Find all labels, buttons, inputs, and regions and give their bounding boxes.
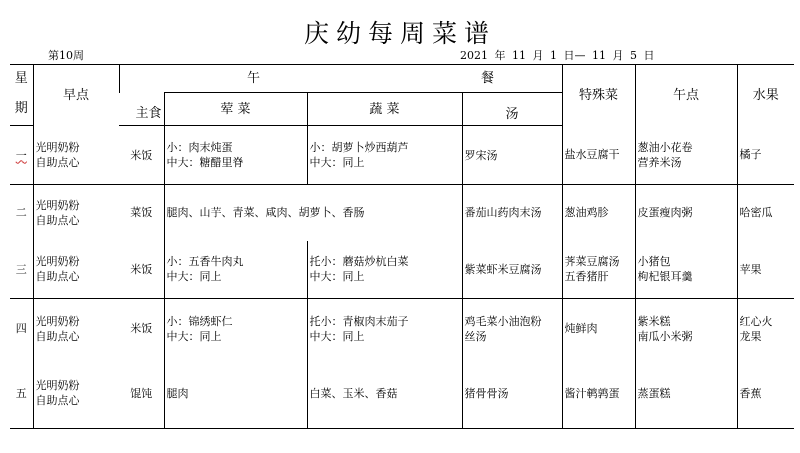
- snack-cell: [635, 299, 737, 359]
- fruit-cell: [737, 359, 794, 429]
- special-dish-item: 炖鲜肉: [564, 322, 598, 336]
- fruit-item: 红心火: [739, 314, 773, 328]
- header-row-1: [10, 65, 794, 93]
- meat-dish-item: 小：五香牛肉丸: [166, 255, 244, 269]
- soup-cell: [462, 126, 562, 185]
- veg-dish-item: 托小：青椒肉末茄子: [309, 314, 409, 328]
- date-range: 2021 年 11 月 1 日— 11 月 5 日: [460, 49, 655, 62]
- meat-dish-item: 中大：同上: [166, 270, 222, 284]
- staple-header: 主食: [119, 93, 164, 126]
- special-dish-cell: [562, 299, 635, 359]
- breakfast-cell: [33, 241, 119, 299]
- staple-cell: 菜饭: [130, 206, 153, 220]
- breakfast-cell: [33, 126, 119, 185]
- fruit-item: 哈密瓜: [739, 206, 773, 220]
- fruit-item: 苹果: [739, 262, 762, 276]
- weekday-cell: 五: [10, 359, 33, 429]
- veg-dish-cell: [307, 241, 462, 299]
- special-dish-item: 盐水豆腐干: [564, 148, 620, 162]
- weekday-cell: [10, 126, 33, 185]
- breakfast-cell: [33, 359, 119, 429]
- weekday-cell: 二: [10, 185, 33, 241]
- breakfast-item: 自助点心: [35, 329, 80, 343]
- special-dish-header: 特殊菜: [562, 65, 635, 126]
- breakfast-item: 光明奶粉: [35, 140, 80, 154]
- soup-header: 汤: [462, 93, 562, 126]
- staple-cell: 米饭: [119, 241, 164, 299]
- soup-item: 罗宋汤: [464, 148, 498, 162]
- veg-dish-cell: [307, 299, 462, 359]
- fruit-item: 龙果: [739, 329, 762, 343]
- veg-dish-cell: [307, 359, 462, 429]
- lunch-header: [119, 65, 562, 93]
- soup-cell: [462, 359, 562, 429]
- soup-cell: [462, 185, 562, 241]
- meat-dish-cell: [164, 359, 307, 429]
- breakfast-item: 自助点心: [35, 394, 80, 408]
- veg-dish-header: 蔬 菜: [307, 93, 462, 126]
- breakfast-item: 自助点心: [35, 155, 80, 169]
- special-dish-cell: [562, 241, 635, 299]
- snack-item: 蒸蛋糕: [637, 386, 671, 400]
- meat-dish-cell: [164, 241, 307, 299]
- meat-dish-item: 中大：同上: [166, 329, 222, 343]
- breakfast-item: 光明奶粉: [35, 314, 80, 328]
- veg-dish-item: 中大：同上: [309, 156, 365, 169]
- soup-item: 鸡毛菜小油泡粉: [464, 314, 542, 328]
- soup-item: 猪骨骨汤: [464, 386, 509, 400]
- fruit-cell: [737, 185, 794, 241]
- soup-cell: [462, 299, 562, 359]
- breakfast-item: 自助点心: [35, 213, 80, 227]
- snack-item: 小猪包: [637, 255, 671, 269]
- special-dish-cell: [562, 185, 635, 241]
- soup-item: 丝汤: [464, 329, 487, 343]
- weekday-header-top: 星: [10, 65, 33, 93]
- veg-dish-item: 白菜、玉米、香菇: [309, 386, 398, 400]
- snack-item: 葱油小花卷: [637, 140, 693, 154]
- breakfast-cell: [33, 299, 119, 359]
- soup-cell: [462, 241, 562, 299]
- fruit-cell: [737, 241, 794, 299]
- soup-item: 紫菜虾米豆腐汤: [464, 262, 542, 276]
- soup-item: 番茄山药肉末汤: [464, 206, 542, 220]
- table-row: [10, 185, 794, 241]
- meat-dish-item: 小：肉末炖蛋: [166, 141, 233, 154]
- snack-item: 南瓜小米粥: [637, 329, 693, 343]
- table-row: [10, 241, 794, 299]
- special-dish-item: 酱汁鹌鹑蛋: [564, 386, 620, 400]
- snack-cell: [635, 241, 737, 299]
- fruit-cell: [737, 126, 794, 185]
- fruit-header: 水果: [737, 65, 794, 126]
- veg-dish-item: 小：胡萝卜炒西葫芦: [309, 141, 409, 154]
- mixed-rice-ingredients-cell: 腿肉、山芋、青菜、咸肉、胡萝卜、香肠: [164, 185, 462, 241]
- snack-item: 紫米糕: [637, 314, 671, 328]
- breakfast-item: 光明奶粉: [35, 255, 80, 269]
- weekday-cell: 三: [10, 241, 33, 299]
- veg-dish-item: 托小：蘑菇炒杭白菜: [309, 255, 409, 269]
- breakfast-cell: [33, 185, 119, 241]
- meat-dish-header: 荤 菜: [164, 93, 307, 126]
- snack-header: 午点: [635, 65, 737, 126]
- staple-cell: 馄饨: [119, 359, 164, 429]
- fruit-item: 香蕉: [739, 386, 762, 400]
- special-dish-item: 荠菜豆腐汤: [564, 255, 620, 269]
- snack-item: 营养米汤: [637, 155, 682, 169]
- veg-dish-item: 中大：同上: [309, 270, 365, 284]
- snack-item: 枸杞银耳羹: [637, 270, 693, 284]
- weekday-header-bottom: 期: [10, 93, 33, 126]
- staple-cell: 米饭: [119, 126, 164, 185]
- breakfast-item: 自助点心: [35, 270, 80, 284]
- week-label: 第10周: [48, 49, 84, 62]
- special-dish-item: 葱油鸡胗: [564, 206, 609, 220]
- weekly-menu-table: [10, 64, 794, 429]
- table-row: [10, 126, 794, 185]
- meat-dish-item: 腿肉: [166, 386, 189, 400]
- fruit-cell: [737, 299, 794, 359]
- lunch-header-wu: 午: [247, 71, 261, 86]
- snack-cell: [635, 126, 737, 185]
- weekday-label: 一: [15, 148, 27, 162]
- special-dish-cell: [562, 126, 635, 185]
- weekday-cell: 四: [10, 299, 33, 359]
- breakfast-item: 光明奶粉: [35, 198, 80, 212]
- snack-cell: [635, 185, 737, 241]
- breakfast-header: 早点: [33, 65, 119, 126]
- veg-dish-item: 中大：同上: [309, 329, 365, 343]
- staple-cell: 米饭: [130, 322, 153, 336]
- lunch-header-can: 餐: [481, 71, 495, 86]
- meat-dish-item: 中大：糖醋里脊: [166, 156, 244, 169]
- table-row: [10, 299, 794, 359]
- meat-dish-cell: [164, 126, 307, 185]
- special-dish-cell: [562, 359, 635, 429]
- fruit-item: 橘子: [739, 148, 762, 162]
- meat-dish-cell: [164, 299, 307, 359]
- special-dish-item: 五香猪肝: [564, 270, 609, 284]
- veg-dish-cell: [307, 126, 462, 185]
- meat-dish-item: 小：锦绣虾仁: [166, 314, 233, 328]
- snack-cell: [635, 359, 737, 429]
- page-title: 庆幼每周菜谱: [303, 19, 496, 48]
- table-row: [10, 359, 794, 429]
- breakfast-item: 光明奶粉: [35, 379, 80, 393]
- snack-item: 皮蛋瘦肉粥: [637, 206, 693, 220]
